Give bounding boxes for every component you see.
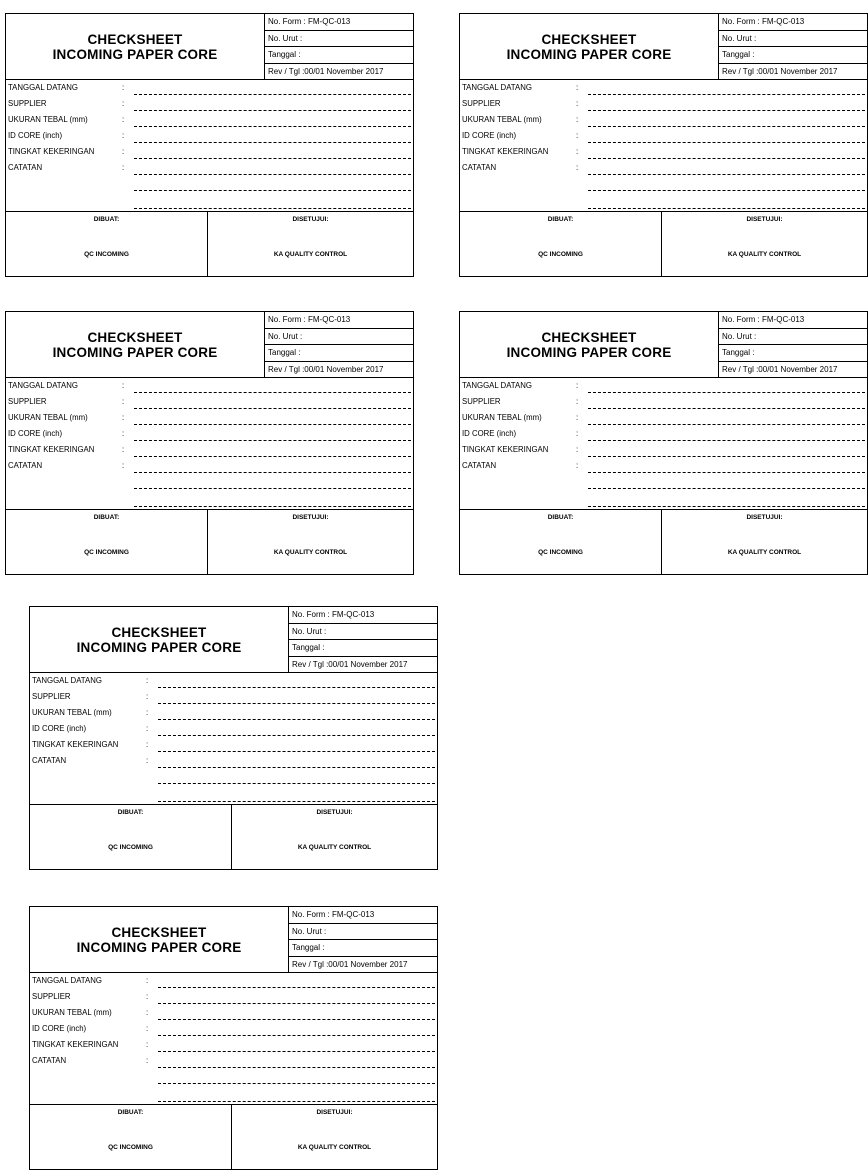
title-line-1: CHECKSHEET (541, 329, 637, 345)
approved-by-box (662, 510, 867, 575)
approved-by-name: KA QUALITY CONTROL (273, 251, 348, 258)
field-colon: : (122, 429, 125, 438)
field-label: UKURAN TEBAL (mm) (462, 413, 542, 422)
field-colon: : (576, 83, 579, 92)
field-colon: : (146, 1056, 149, 1065)
sequence-number: No. Urut : (719, 31, 867, 48)
approved-by-name: KA QUALITY CONTROL (297, 844, 372, 851)
field-label: CATATAN (462, 163, 497, 172)
field-row (460, 396, 867, 412)
field-label: TANGGAL DATANG (462, 381, 532, 390)
checksheet-form (29, 606, 438, 870)
form-fields (30, 973, 437, 1104)
revision-date: Rev / Tgl :00/01 November 2017 (292, 659, 408, 669)
approved-by-box (232, 1105, 437, 1170)
field-colon: : (122, 131, 125, 140)
approved-by-name: KA QUALITY CONTROL (727, 549, 802, 556)
approved-by-label: DISETUJUI: (292, 514, 329, 521)
prepared-by-label: DIBUAT: (93, 216, 120, 223)
field-colon: : (146, 692, 149, 701)
revision-date: Rev / Tgl :00/01 November 2017 (268, 364, 384, 374)
notes-entry-line (158, 1101, 435, 1102)
field-entry-line (158, 703, 435, 704)
field-row (30, 1039, 437, 1055)
notes-entry-line (158, 783, 435, 784)
field-label: TINGKAT KEKERINGAN (8, 445, 95, 454)
form-title (460, 312, 719, 377)
prepared-by-box (30, 1105, 232, 1170)
field-row (30, 723, 437, 739)
field-label: TINGKAT KEKERINGAN (32, 1040, 119, 1049)
field-entry-line (158, 1035, 435, 1036)
field-label: CATATAN (8, 461, 43, 470)
field-colon: : (576, 429, 579, 438)
title-line-1: CHECKSHEET (87, 329, 183, 345)
field-label: SUPPLIER (8, 397, 47, 406)
title-line-2: INCOMING PAPER CORE (52, 344, 218, 360)
field-colon: : (122, 397, 125, 406)
field-label: SUPPLIER (8, 99, 47, 108)
field-entry-line (588, 440, 865, 441)
field-entry-line (158, 987, 435, 988)
form-number: No. Form : FM-QC-013 (719, 312, 867, 329)
field-row (460, 460, 867, 476)
field-label: UKURAN TEBAL (mm) (32, 1008, 112, 1017)
form-copy (32, 900, 441, 1151)
sequence-number: No. Urut : (265, 31, 413, 48)
form-number: No. Form : FM-QC-013 (719, 14, 867, 31)
form-fields (30, 673, 437, 804)
field-colon: : (122, 115, 125, 124)
prepared-by-name: QC INCOMING (108, 1144, 153, 1151)
field-colon: : (576, 99, 579, 108)
field-colon: : (122, 147, 125, 156)
title-line-1: CHECKSHEET (111, 924, 207, 940)
field-row (30, 739, 437, 755)
form-title (30, 607, 289, 672)
field-label: TANGGAL DATANG (462, 83, 532, 92)
approved-by-label: DISETUJUI: (746, 514, 783, 521)
form-meta-table (289, 907, 437, 972)
prepared-by-label: DIBUAT: (117, 809, 144, 816)
field-label: CATATAN (32, 756, 67, 765)
field-label: ID CORE (inch) (32, 1024, 87, 1033)
revision-date: Rev / Tgl :00/01 November 2017 (292, 959, 408, 969)
field-row (30, 675, 437, 691)
field-entry-line (158, 1019, 435, 1020)
field-colon: : (146, 676, 149, 685)
field-row (30, 755, 437, 771)
checksheet-form (29, 906, 438, 1170)
title-line-1: CHECKSHEET (87, 31, 183, 47)
form-number: No. Form : FM-QC-013 (265, 312, 413, 329)
sequence-number: No. Urut : (265, 329, 413, 346)
field-colon: : (122, 445, 125, 454)
prepared-by-name: QC INCOMING (538, 251, 583, 258)
field-colon: : (576, 413, 579, 422)
field-colon: : (146, 756, 149, 765)
field-row (30, 975, 437, 991)
prepared-by-name: QC INCOMING (108, 844, 153, 851)
field-colon: : (576, 163, 579, 172)
field-colon: : (146, 1008, 149, 1017)
field-colon: : (146, 740, 149, 749)
field-label: UKURAN TEBAL (mm) (8, 115, 88, 124)
field-label: UKURAN TEBAL (mm) (32, 708, 112, 717)
checksheet-form (459, 311, 868, 575)
field-label: TINGKAT KEKERINGAN (8, 147, 95, 156)
field-row (30, 691, 437, 707)
signature-area (30, 1104, 437, 1170)
approved-by-name: KA QUALITY CONTROL (273, 549, 348, 556)
field-label: TINGKAT KEKERINGAN (462, 147, 549, 156)
field-label: UKURAN TEBAL (mm) (8, 413, 88, 422)
date-field: Tanggal : (289, 940, 437, 957)
field-row (30, 1055, 437, 1071)
revision-date: Rev / Tgl :00/01 November 2017 (268, 66, 384, 76)
field-row (30, 1007, 437, 1023)
field-label: CATATAN (8, 163, 43, 172)
title-line-2: INCOMING PAPER CORE (76, 639, 242, 655)
field-label: TANGGAL DATANG (32, 676, 102, 685)
field-label: TANGGAL DATANG (8, 381, 78, 390)
field-colon: : (122, 461, 125, 470)
field-colon: : (122, 163, 125, 172)
field-label: ID CORE (inch) (462, 131, 517, 140)
notes-entry-line (158, 1083, 435, 1084)
field-colon: : (576, 397, 579, 406)
notes-entry-line (158, 801, 435, 802)
field-label: ID CORE (inch) (8, 429, 63, 438)
field-entry-line (588, 392, 865, 393)
approved-by-label: DISETUJUI: (292, 216, 329, 223)
field-label: CATATAN (32, 1056, 67, 1065)
form-meta-table (289, 607, 437, 672)
form-number: No. Form : FM-QC-013 (265, 14, 413, 31)
field-entry-line (158, 719, 435, 720)
field-entry-line (588, 408, 865, 409)
field-row (30, 707, 437, 723)
title-line-2: INCOMING PAPER CORE (52, 46, 218, 62)
field-colon: : (146, 724, 149, 733)
field-colon: : (122, 83, 125, 92)
form-title (30, 907, 289, 972)
field-label: TANGGAL DATANG (32, 976, 102, 985)
field-entry-line (158, 1067, 435, 1068)
form-meta-table (719, 312, 867, 377)
prepared-by-label: DIBUAT: (547, 514, 574, 521)
field-label: SUPPLIER (32, 692, 71, 701)
field-entry-line (588, 424, 865, 425)
approved-by-label: DISETUJUI: (316, 809, 353, 816)
form-number: No. Form : FM-QC-013 (289, 907, 437, 924)
title-line-2: INCOMING PAPER CORE (506, 344, 672, 360)
sequence-number: No. Urut : (719, 329, 867, 346)
revision-date: Rev / Tgl :00/01 November 2017 (722, 66, 838, 76)
sequence-number: No. Urut : (289, 624, 437, 641)
field-colon: : (576, 461, 579, 470)
title-line-1: CHECKSHEET (111, 624, 207, 640)
date-field: Tanggal : (289, 640, 437, 657)
field-label: SUPPLIER (462, 99, 501, 108)
field-entry-line (158, 767, 435, 768)
field-entry-line (158, 1003, 435, 1004)
field-colon: : (576, 445, 579, 454)
form-header (30, 907, 437, 973)
field-label: UKURAN TEBAL (mm) (462, 115, 542, 124)
date-field: Tanggal : (265, 345, 413, 362)
prepared-by-label: DIBUAT: (547, 216, 574, 223)
field-colon: : (576, 381, 579, 390)
field-colon: : (146, 1040, 149, 1049)
field-row (460, 428, 867, 444)
approved-by-name: KA QUALITY CONTROL (727, 251, 802, 258)
field-label: TINGKAT KEKERINGAN (462, 445, 549, 454)
field-row (460, 444, 867, 460)
field-colon: : (146, 992, 149, 1001)
sequence-number: No. Urut : (289, 924, 437, 941)
field-entry-line (158, 1051, 435, 1052)
approved-by-name: KA QUALITY CONTROL (297, 1144, 372, 1151)
field-label: ID CORE (inch) (462, 429, 517, 438)
date-field: Tanggal : (265, 47, 413, 64)
field-label: TINGKAT KEKERINGAN (32, 740, 119, 749)
field-entry-line (158, 687, 435, 688)
field-colon: : (146, 708, 149, 717)
field-label: ID CORE (inch) (32, 724, 87, 733)
date-field: Tanggal : (719, 345, 867, 362)
prepared-by-name: QC INCOMING (538, 549, 583, 556)
field-label: CATATAN (462, 461, 497, 470)
approved-by-label: DISETUJUI: (316, 1109, 353, 1116)
title-line-2: INCOMING PAPER CORE (76, 939, 242, 955)
prepared-by-name: QC INCOMING (84, 549, 129, 556)
signature-area (30, 804, 437, 870)
field-entry-line (158, 751, 435, 752)
field-row (30, 991, 437, 1007)
title-line-2: INCOMING PAPER CORE (506, 46, 672, 62)
prepared-by-label: DIBUAT: (117, 1109, 144, 1116)
field-colon: : (146, 976, 149, 985)
prepared-by-box (460, 510, 662, 575)
field-label: SUPPLIER (32, 992, 71, 1001)
field-entry-line (588, 472, 865, 473)
approved-by-box (232, 805, 437, 870)
field-row (460, 380, 867, 396)
form-copy (32, 600, 441, 890)
field-colon: : (122, 99, 125, 108)
date-field: Tanggal : (719, 47, 867, 64)
field-colon: : (122, 381, 125, 390)
form-header (460, 312, 867, 378)
prepared-by-label: DIBUAT: (93, 514, 120, 521)
field-colon: : (576, 147, 579, 156)
field-colon: : (576, 131, 579, 140)
field-label: ID CORE (inch) (8, 131, 63, 140)
form-fields (460, 378, 867, 509)
field-row (460, 412, 867, 428)
revision-date: Rev / Tgl :00/01 November 2017 (722, 364, 838, 374)
field-entry-line (588, 456, 865, 457)
field-row (30, 1023, 437, 1039)
field-colon: : (576, 115, 579, 124)
field-label: SUPPLIER (462, 397, 501, 406)
field-entry-line (158, 735, 435, 736)
notes-entry-line (588, 488, 865, 489)
form-number: No. Form : FM-QC-013 (289, 607, 437, 624)
prepared-by-box (30, 805, 232, 870)
prepared-by-name: QC INCOMING (84, 251, 129, 258)
approved-by-label: DISETUJUI: (746, 216, 783, 223)
field-colon: : (146, 1024, 149, 1033)
field-label: TANGGAL DATANG (8, 83, 78, 92)
signature-area (460, 509, 867, 575)
notes-entry-line (588, 506, 865, 507)
title-line-1: CHECKSHEET (541, 31, 637, 47)
form-header (30, 607, 437, 673)
field-colon: : (122, 413, 125, 422)
